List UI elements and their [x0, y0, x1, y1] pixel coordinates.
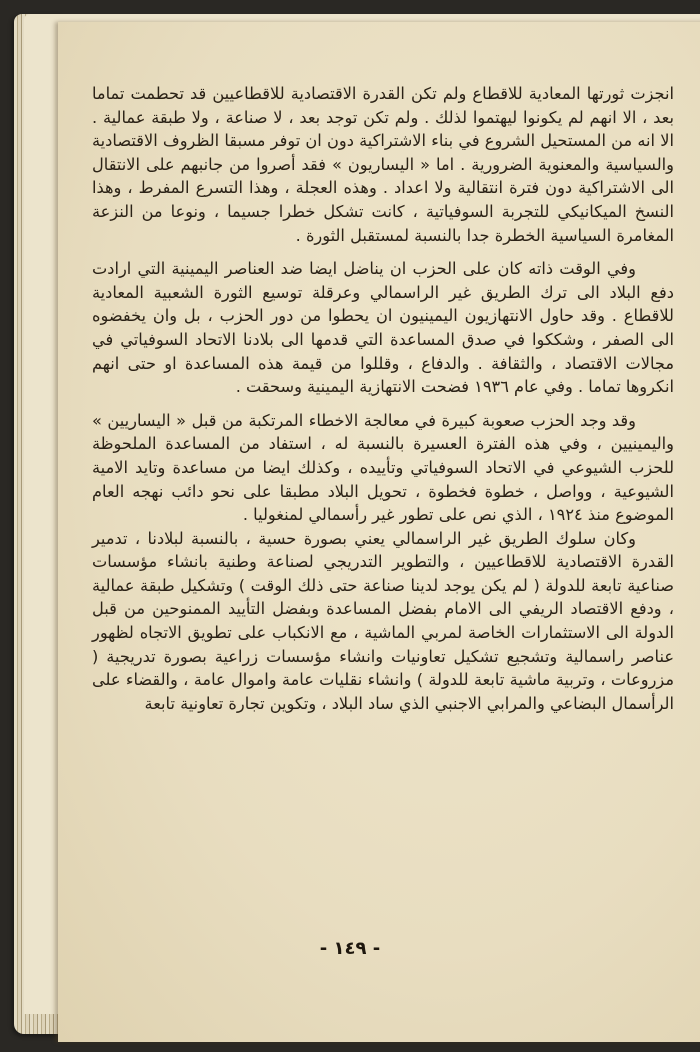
paragraph-1: انجزت ثورتها المعادية للاقطاع ولم تكن القدرة الاقتصادية للاقطاعيين قد تحطمت تماما بعد ، الا انهم لم يكونوا ليهتموا لذلك . ولم تكن توجد بعد ، لا صناعة ، ولا طبقة عمالية . الا انه من المستحيل الشروع في بناء الاشتراكية دون ان توفر مسبقا الظروف الاقتصادية والسياسية والمعنوية الضرورية . اما « اليساريون » فقد أصروا من جانبهم على الانتقال الى الاشتراكية دون فترة انتقالية ولا اعداد . وهذه العجلة ، وهذا التسرع المفرط ، وهذا النسخ الميكانيكي للتجربة السوفياتية ، كانت تشكل خطرا جسيما ، ونوعا من النزعة المغامرة السياسية الخطرة جدا بالنسبة لمستقبل الثورة .: [92, 84, 674, 245]
body-text: [92, 82, 674, 715]
paragraph-2: وفي الوقت ذاته كان على الحزب ان يناضل ايضا ضد العناصر اليمينية التي ارادت دفع البلاد الى ترك الطريق غير الراسمالي وعرقلة توسيع الثورة الشعبية المعادية للاقطاع . وقد حاول الانتهازيون اليمينيون ان يحطوا من دور الحزب ، بل وان يخفضوه الى الصفر ، وشككوا في صدق المساعدة التي قدمها الى بلادنا الاتحاد السوفياتي في مجالات الاقتصاد ، والثقافة . والدفاع ، وقللوا من قيمة هذه المساعدة او حتى انهم انكروها تماما . وفي عام ١٩٣٦ فضحت الانتهازية اليمينية وسحقت .: [92, 259, 674, 397]
paragraph-4: وكان سلوك الطريق غير الراسمالي يعني بصورة حسية ، بالنسبة لبلادنا ، تدمير القدرة الاقتصادية للاقطاعيين ، والتطوير التدريجي لصناعة وطنية بانشاء مؤسسات صناعية تابعة للدولة ( لم يكن يوجد لدينا صناعة حتى ذلك الوقت ) وتشكيل طبقة عمالية ، ودفع الاقتصاد الريفي الى الامام بفضل المساعدة وبفضل التأييد الممنوحين من قبل الدولة الى الاستثمارات الخاصة لمربي الماشية ، مع الانكباب على تطويق الاتجاه لظهور عناصر راسمالية وتشجيع تشكيل تعاونيات وانشاء مؤسسات زراعية بصورة تدريجية ( مزروعات ، وتربية ماشية تابعة للدولة ) وانشاء نقليات عامة واموال عامة ، والقضاء على الرأسمال البضاعي والمرابي الاجنبي الذي ساد البلاد ، وتكوين تجارة تعاونية تابعة: [92, 528, 674, 713]
page-number: - ١٤٩ -: [319, 938, 381, 959]
paragraph-3: وقد وجد الحزب صعوبة كبيرة في معالجة الاخطاء المرتكبة من قبل « اليساريين » واليمينيين ، وفي هذه الفترة العسيرة بالنسبة له ، استفاد من المساعدة الملحوظة للحزب الشيوعي في الاتحاد السوفياتي وتأييده ، وكذلك ايضا من مساعدة وتايد الامية الشيوعية ، وواصل ، خطوة فخطوة ، تحويل البلاد مطبقا على نحو دائب نهجه العام الموضوع منذ ١٩٢٤ ، الذي نص على تطور غير رأسمالي لمنغوليا .: [92, 410, 674, 525]
